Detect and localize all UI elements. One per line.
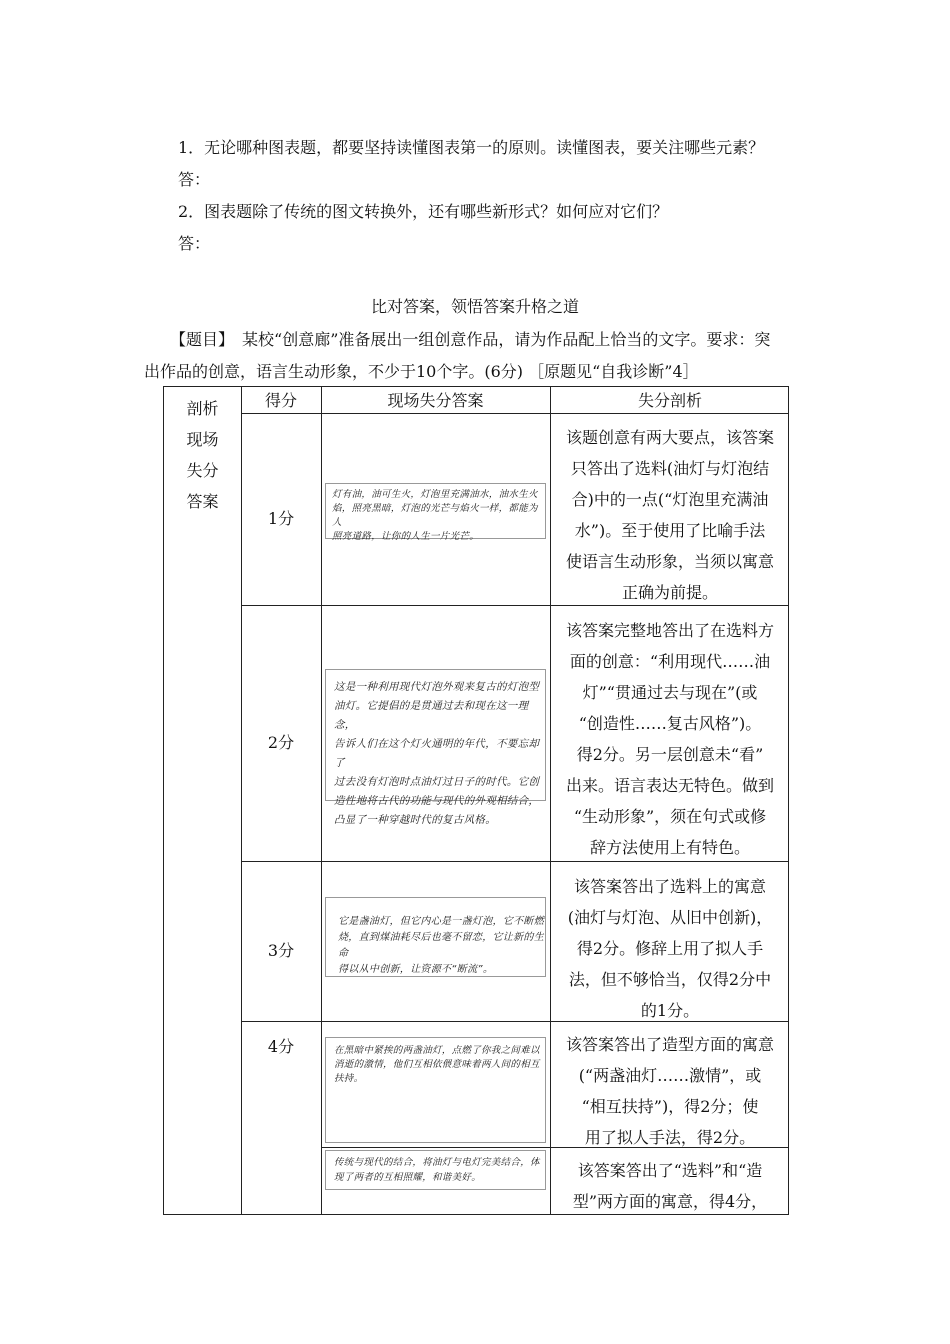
analysis-row-5: 该答案答出了“选料”和“造 型”两方面的寓意，得4分， bbox=[572, 1161, 768, 1211]
question-2: 2．图表题除了传统的图文转换外，还有哪些新形式？如何应对它们？ bbox=[178, 202, 669, 221]
analysis-row-1: 该题创意有两大要点，该答案 只答出了选料(油灯与灯泡结 合)中的一点(“灯泡里充满油 水”)。至于使用了比喻手法 使语言生动形象，当须以寓意 正确为前提。 bbox=[565, 428, 774, 602]
task-label: 【题目】 bbox=[170, 330, 235, 349]
side-label: 剖析 现场 失分 答案 bbox=[186, 399, 219, 511]
analysis-table bbox=[163, 386, 789, 1215]
task-line-2: 出作品的创意，语言生动形象，不少于10个字。(6分) ［原题见“自我诊断”4］ bbox=[144, 362, 699, 381]
header-score: 得分 bbox=[264, 391, 297, 410]
score-row-1: 1分 bbox=[267, 509, 295, 528]
score-row-3: 3分 bbox=[267, 941, 295, 960]
handwritten-answer-4: 在黑暗中紧挨的两盏油灯，点燃了你我之间难以 消逝的激情，他们互相依偎意味着两人间的相互 扶持。 bbox=[325, 1037, 546, 1143]
question-1: 1．无论哪种图表题，都要坚持读懂图表第一的原则。读懂图表，要关注哪些元素？ bbox=[178, 138, 765, 157]
analysis-row-3: 该答案答出了选料上的寓意 (油灯与灯泡、从旧中创新)， 得2分。修辞上用了拟人手 法，但不够恰当，仅得2分中 的1分。 bbox=[567, 877, 773, 1020]
analysis-row-2: 该答案完整地答出了在选料方 面的创意：“利用现代……油 灯”“贯通过去与现在”(或 “创造性……复古风格”)。 得2分。另一层创意未“看” 出来。语言表达无特色。做到 “生动形象”，须在句式或修 辞方法使用上有特色。 bbox=[565, 621, 774, 857]
handwritten-answer-5: 传统与现代的结合，将油灯与电灯完美结合，体 现了两者的互相照耀，和谐美好。 bbox=[325, 1150, 546, 1190]
header-analysis: 失分剖析 bbox=[637, 391, 702, 410]
score-row-4: 4分 bbox=[267, 1037, 295, 1056]
task-text-1: 某校“创意廊”准备展出一组创意作品，请为作品配上恰当的文字。要求：突 bbox=[242, 330, 771, 349]
answer-2-label: 答： bbox=[178, 234, 211, 253]
handwritten-answer-2: 这是一种利用现代灯泡外观来复古的灯泡型 油灯。它提倡的是贯通过去和现在这一理念， 告诉人们在这个灯火通明的年代，不要忘却了 过去没有灯泡时点油灯过日子的时代。它创 造性地将古代的功能与现代的外观相结合， 凸显了一种穿越时代的复古风格。 bbox=[325, 669, 546, 801]
analysis-row-4: 该答案答出了造型方面的寓意 (“两盏油灯……激情”，或 “相互扶持”)，得2分；使 用了拟人手法，得2分。 bbox=[565, 1035, 774, 1147]
task-line-1 bbox=[170, 330, 770, 350]
score-row-2: 2分 bbox=[267, 733, 295, 752]
handwritten-answer-3: 它是盏油灯，但它内心是一盏灯泡，它不断燃 烧，直到煤油耗尽后也毫不留恋，它让新的生命 得以从中创新，让资源不“断流”。 bbox=[325, 897, 546, 977]
answer-1-label: 答： bbox=[178, 170, 211, 189]
header-answer: 现场失分答案 bbox=[387, 391, 484, 410]
section-title: 比对答案，领悟答案升格之道 bbox=[370, 297, 579, 316]
handwritten-answer-1: 灯有油，油可生火，灯泡里充满油水，油水生火 焰，照亮黑暗，灯泡的光芒与焰火一样，都能为人 照亮道路，让你的人生一片光芒。 bbox=[325, 483, 546, 539]
